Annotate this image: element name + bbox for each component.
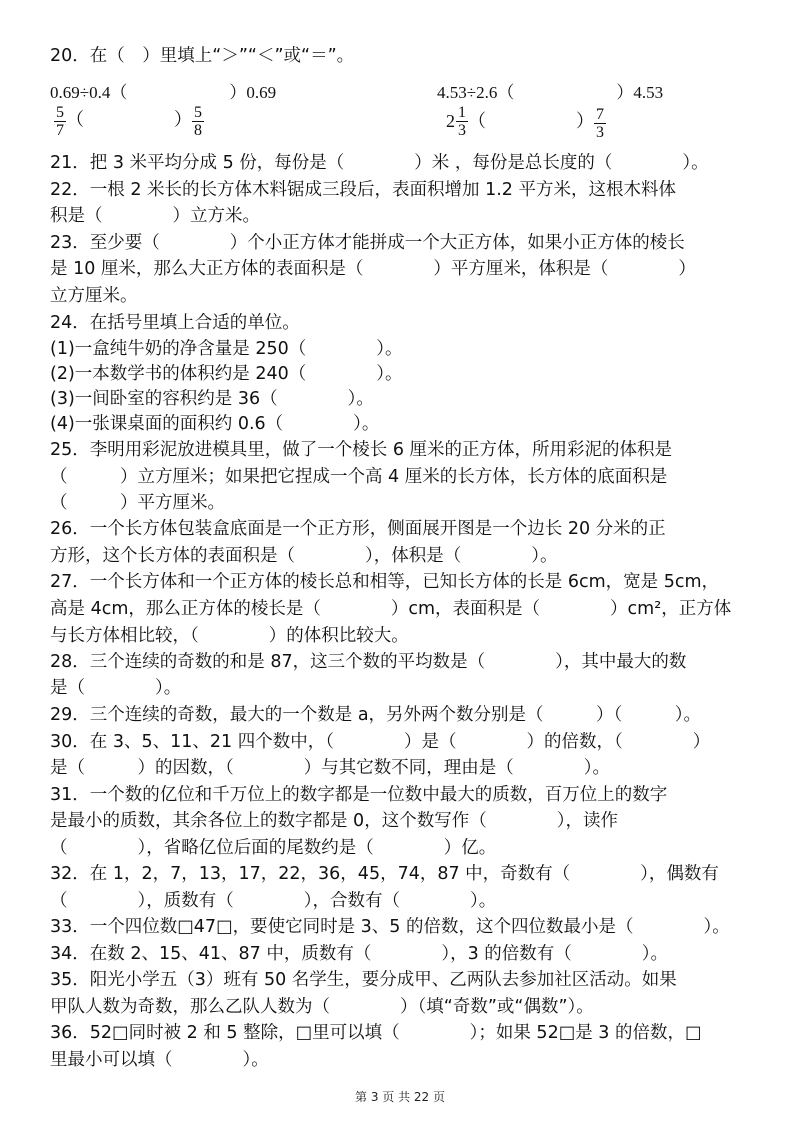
fraction-5-7: $\frac{5}{7}$ [56,104,64,139]
q24-item-4: (4)一张课桌面的面积约 0.6（ ）。 [50,414,380,434]
q24-item-2: (2)一本数学书的体积约是 240（ ）。 [50,364,403,384]
q33-line-1: 33．一个四位数□47□，要使它同时是 3、5 的倍数，这个四位数最小是（ ）。 [50,917,730,937]
q20-compare-4 [446,104,606,141]
fraction-5-8: $\frac{5}{8}$ [194,104,202,139]
q21-line-1: 21．把 3 米平均分成 5 份，每份是（ ）米 ，每份是总长度的（ ）。 [50,153,709,173]
q31-line-1: 31．一个数的亿位和千万位上的数字都是一位数中最大的质数，百万位上的数字 [50,785,668,805]
q25-line-1: 25．李明用彩泥放进模具里，做了一个棱长 6 厘米的正方体，所用彩泥的体积是 [50,440,673,460]
q32-line-2: （ ），质数有（ ），合数有（ ）。 [50,891,497,911]
q35-line-2: 甲队人数为奇数，那么乙队人数为（ ）（填“奇数”或“偶数”）。 [50,997,594,1017]
q27-line-3: 与长方体相比较，（ ）的体积比较大。 [50,626,409,646]
q24-title: 24．在括号里填上合适的单位。 [50,313,300,333]
page-footer: 第 3 页 共 22 页 [355,1090,445,1104]
q32-line-1: 32．在 1，2，7，13，17，22，36，45，74，87 中，奇数有（ ），偶数有 [50,864,719,884]
q20-title: 20．在（ ）里填上“＞”“＜”或“＝”。 [50,46,355,66]
q30-line-1: 30．在 3、5、11、21 四个数中，（ ）是（ ）的倍数，（ ） [50,732,711,752]
q26-line-2: 方形，这个长方体的表面积是（ ），体积是（ ）。 [50,546,558,566]
q28-line-2: 是（ ）。 [50,678,182,698]
q22-line-2: 积是（ ）立方米。 [50,206,260,226]
fraction-7-3: $\frac{7}{3}$ [596,105,604,141]
q23-line-2: 是 10 厘米，那么大正方体的表面积是（ ）平方厘米，体积是（ ） [50,259,696,279]
q20-compare-3 [54,104,204,139]
q28-line-1: 28．三个连续的奇数的和是 87，这三个数的平均数是（ ），其中最大的数 [50,652,687,672]
answer-blank: （ ） [66,109,192,130]
q22-line-1: 22．一根 2 米长的长方体木料锯成三段后，表面积增加 1.2 平方米，这根木料体 [50,180,676,200]
q24-item-3: (3)一间卧室的容积约是 36（ ）。 [50,389,374,409]
q23-line-1: 23．至少要（ ）个小正方体才能拼成一个大正方体，如果小正方体的棱长 [50,233,685,253]
q26-line-1: 26．一个长方体包装盒底面是一个正方形，侧面展开图是一个边长 20 分米的正 [50,519,666,539]
q25-line-2: （ ）立方厘米；如果把它捏成一个高 4 厘米的长方体，长方体的底面积是 [50,467,668,487]
q29-line-1: 29．三个连续的奇数，最大的一个数是 a，另外两个数分别是（ ）（ ）。 [50,705,702,725]
mixed-number: 2 $\frac{1}{3}$ [446,104,466,139]
q24-item-1: (1)一盒纯牛奶的净含量是 250（ ）。 [50,339,403,359]
q36-line-2: 里最小可以填（ ）。 [50,1050,269,1070]
q23-line-3: 立方厘米。 [50,286,138,306]
q20-compare-1: 0.69÷0.4（ ）0.69 [50,83,277,102]
answer-blank: （ ） [468,111,594,131]
q31-line-3: （ ），省略亿位后面的尾数约是（ ）亿。 [50,838,497,858]
q20-compare-2: 4.53÷2.6（ ）4.53 [437,83,664,102]
q30-line-2: 是（ ）的因数，（ ）与其它数不同，理由是（ ）。 [50,758,610,778]
q35-line-1: 35．阳光小学五（3）班有 50 名学生，要分成甲、乙两队去参加社区活动。如果 [50,970,677,990]
q27-line-2: 高是 4cm，那么正方体的棱长是（ ）cm，表面积是（ ）cm²，正方体 [50,599,732,619]
q36-line-1: 36．52□同时被 2 和 5 整除，□里可以填（ ）；如果 52□是 3 的倍数，□ [50,1023,702,1043]
q34-line-1: 34．在数 2、15、41、87 中，质数有（ ），3 的倍数有（ ）。 [50,944,669,964]
q31-line-2: 是最小的质数，其余各位上的数字都是 0，这个数写作（ ），读作 [50,811,618,831]
q27-line-1: 27．一个长方体和一个正方体的棱长总和相等，已知长方体的长是 6cm，宽是 5cm， [50,572,719,592]
q25-line-3: （ ）平方厘米。 [50,493,225,513]
